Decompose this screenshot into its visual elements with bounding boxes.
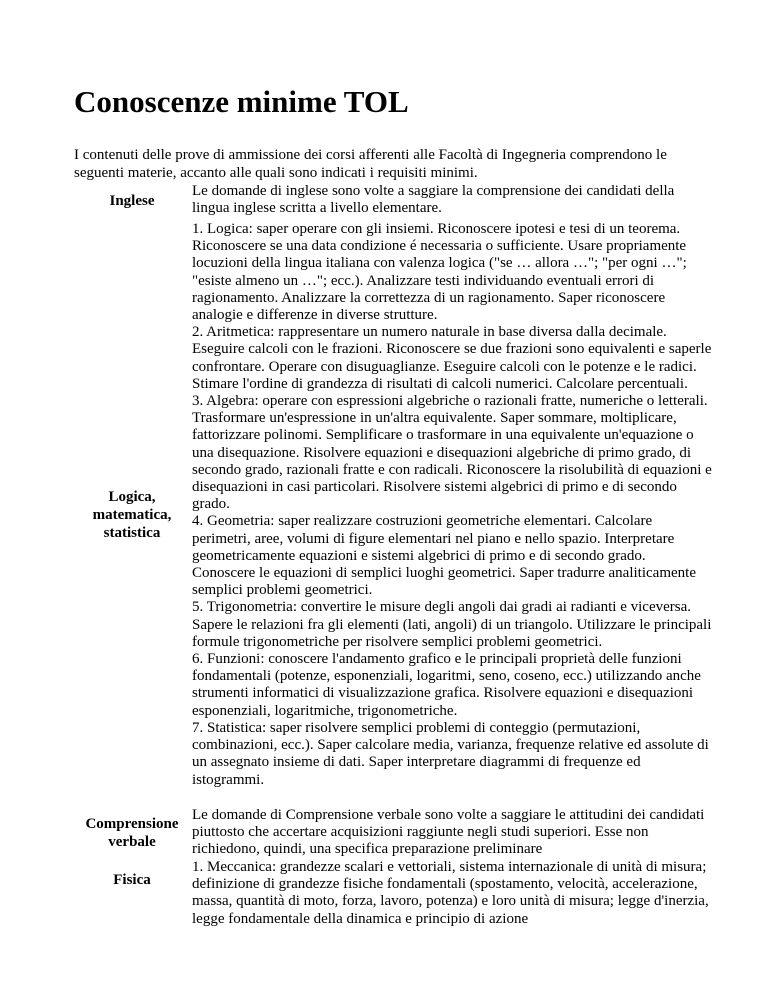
- subject-content-comprensione-verbale: [192, 807, 712, 859]
- subject-content-logica: [192, 221, 712, 789]
- subject-label-inglese: Inglese: [109, 193, 155, 209]
- page-title: Conoscenze minime TOL: [74, 84, 409, 119]
- subject-content-inglese: [192, 183, 712, 217]
- requirement-paragraph-algebra: 3. Algebra: operare con espressioni algebriche o razionali fratte, numeriche o letterali. Trasformare un'espressione in un'altra equivalente. Saper sommare, moltiplicare, fattorizzare polinomi. Semplificare o trasformare in una equivalente un'equazione o una disequazione. Risolvere equazioni e disequazioni algebriche di primo grado, di secondo grado, razionali fratte e con radicali. Riconoscere la risolubilità di equazioni e disequazioni in casi particolari. Risolvere sistemi algebrici di primo e di secondo grado.: [192, 393, 712, 513]
- intro-paragraph: I contenuti delle prove di ammissione dei corsi afferenti alle Facoltà di Ingegneria comprendono le seguenti materie, accanto alle quali sono indicati i requisiti minimi.: [74, 147, 667, 181]
- requirement-paragraph-statistica: 7. Statistica: saper risolvere semplici problemi di conteggio (permutazioni, combinazioni, ecc.). Saper calcolare media, varianza, frequenze relative ed assolute di un assegnato insieme di dati. Saper interpretare diagrammi di frequenze ed istogrammi.: [192, 719, 709, 788]
- requirement-paragraph-logica: 1. Logica: saper operare con gli insiemi. Riconoscere ipotesi e tesi di un teorema. Riconoscere se una data condizione é necessaria o sufficiente. Usare propriamente locuzioni della lingua italiana con valenza logica ("se … allora …"; "per ogni …"; "esiste almeno un …"; ecc.). Analizzare testi individuando eventuali errori di ragionamento. Analizzare la correttezza di un ragionamento. Saper riconoscere analogie e differenze in diverse strutture.: [192, 221, 687, 324]
- requirement-paragraph: Le domande di inglese sono volte a saggiare la comprensione dei candidati della lingua inglese scritta a livello elementare.: [192, 183, 675, 217]
- requirement-paragraph-aritmetica: 2. Aritmetica: rappresentare un numero naturale in base diversa dalla decimale. Eseguire calcoli con le frazioni. Riconoscere se due frazioni sono equivalenti e saperle confrontare. Operare con disuguaglianze. Eseguire calcoli con le potenze e le radici. Stimare l'ordine di grandezza di risultati di calcoli numerici. Calcolare percentuali.: [192, 324, 712, 392]
- requirement-paragraph-meccanica: 1. Meccanica: grandezze scalari e vettoriali, sistema internazionale di unità di misura; definizione di grandezze fisiche fondamentali (spostamento, velocità, accelerazione, massa, quantità di moto, forza, lavoro, potenza) e loro unità di misura; legge d'inerzia, legge fondamentale della dinamica e principio di azione: [192, 859, 709, 927]
- requirement-paragraph-funzioni: 6. Funzioni: conoscere l'andamento grafico e le principali proprietà delle funzioni fondamentali (potenze, esponenziali, logaritmi, seno, coseno, ecc.) utilizzando anche strumenti informatici di visualizzazione grafica. Risolvere equazioni e disequazioni esponenziali, logaritmiche, trigonometriche.: [192, 651, 701, 719]
- subject-content-fisica: [192, 859, 712, 928]
- requirement-paragraph-trigonometria: 5. Trigonometria: convertire le misure degli angoli dai gradi ai radianti e viceversa. Sapere le relazioni fra gli elementi (lati, angoli) di un triangolo. Utilizzare le principali formule trigonometriche per risolvere semplici problemi geometrici.: [192, 599, 712, 650]
- requirement-paragraph: Le domande di Comprensione verbale sono volte a saggiare le attitudini dei candidati piuttosto che accertare acquisizioni raggiunte negli studi superiori. Esse non richiedono, quindi, una specifica preparazione preliminare: [192, 807, 705, 858]
- subject-label-logica: Logica, matematica, statistica: [92, 489, 172, 541]
- requirement-paragraph-geometria: 4. Geometria: saper realizzare costruzioni geometriche elementari. Calcolare perimetri, aree, volumi di figure elementari nel piano e nello spazio. Interpretare geometricamente equazioni e sistemi algebrici di primo e di secondo grado. Conoscere le equazioni di semplici luoghi geometrici. Saper tradurre analiticamente semplici problemi geometrici.: [192, 513, 696, 599]
- subject-label-comprensione-verbale: Comprensione verbale: [85, 816, 179, 850]
- subject-label-fisica: Fisica: [113, 872, 151, 888]
